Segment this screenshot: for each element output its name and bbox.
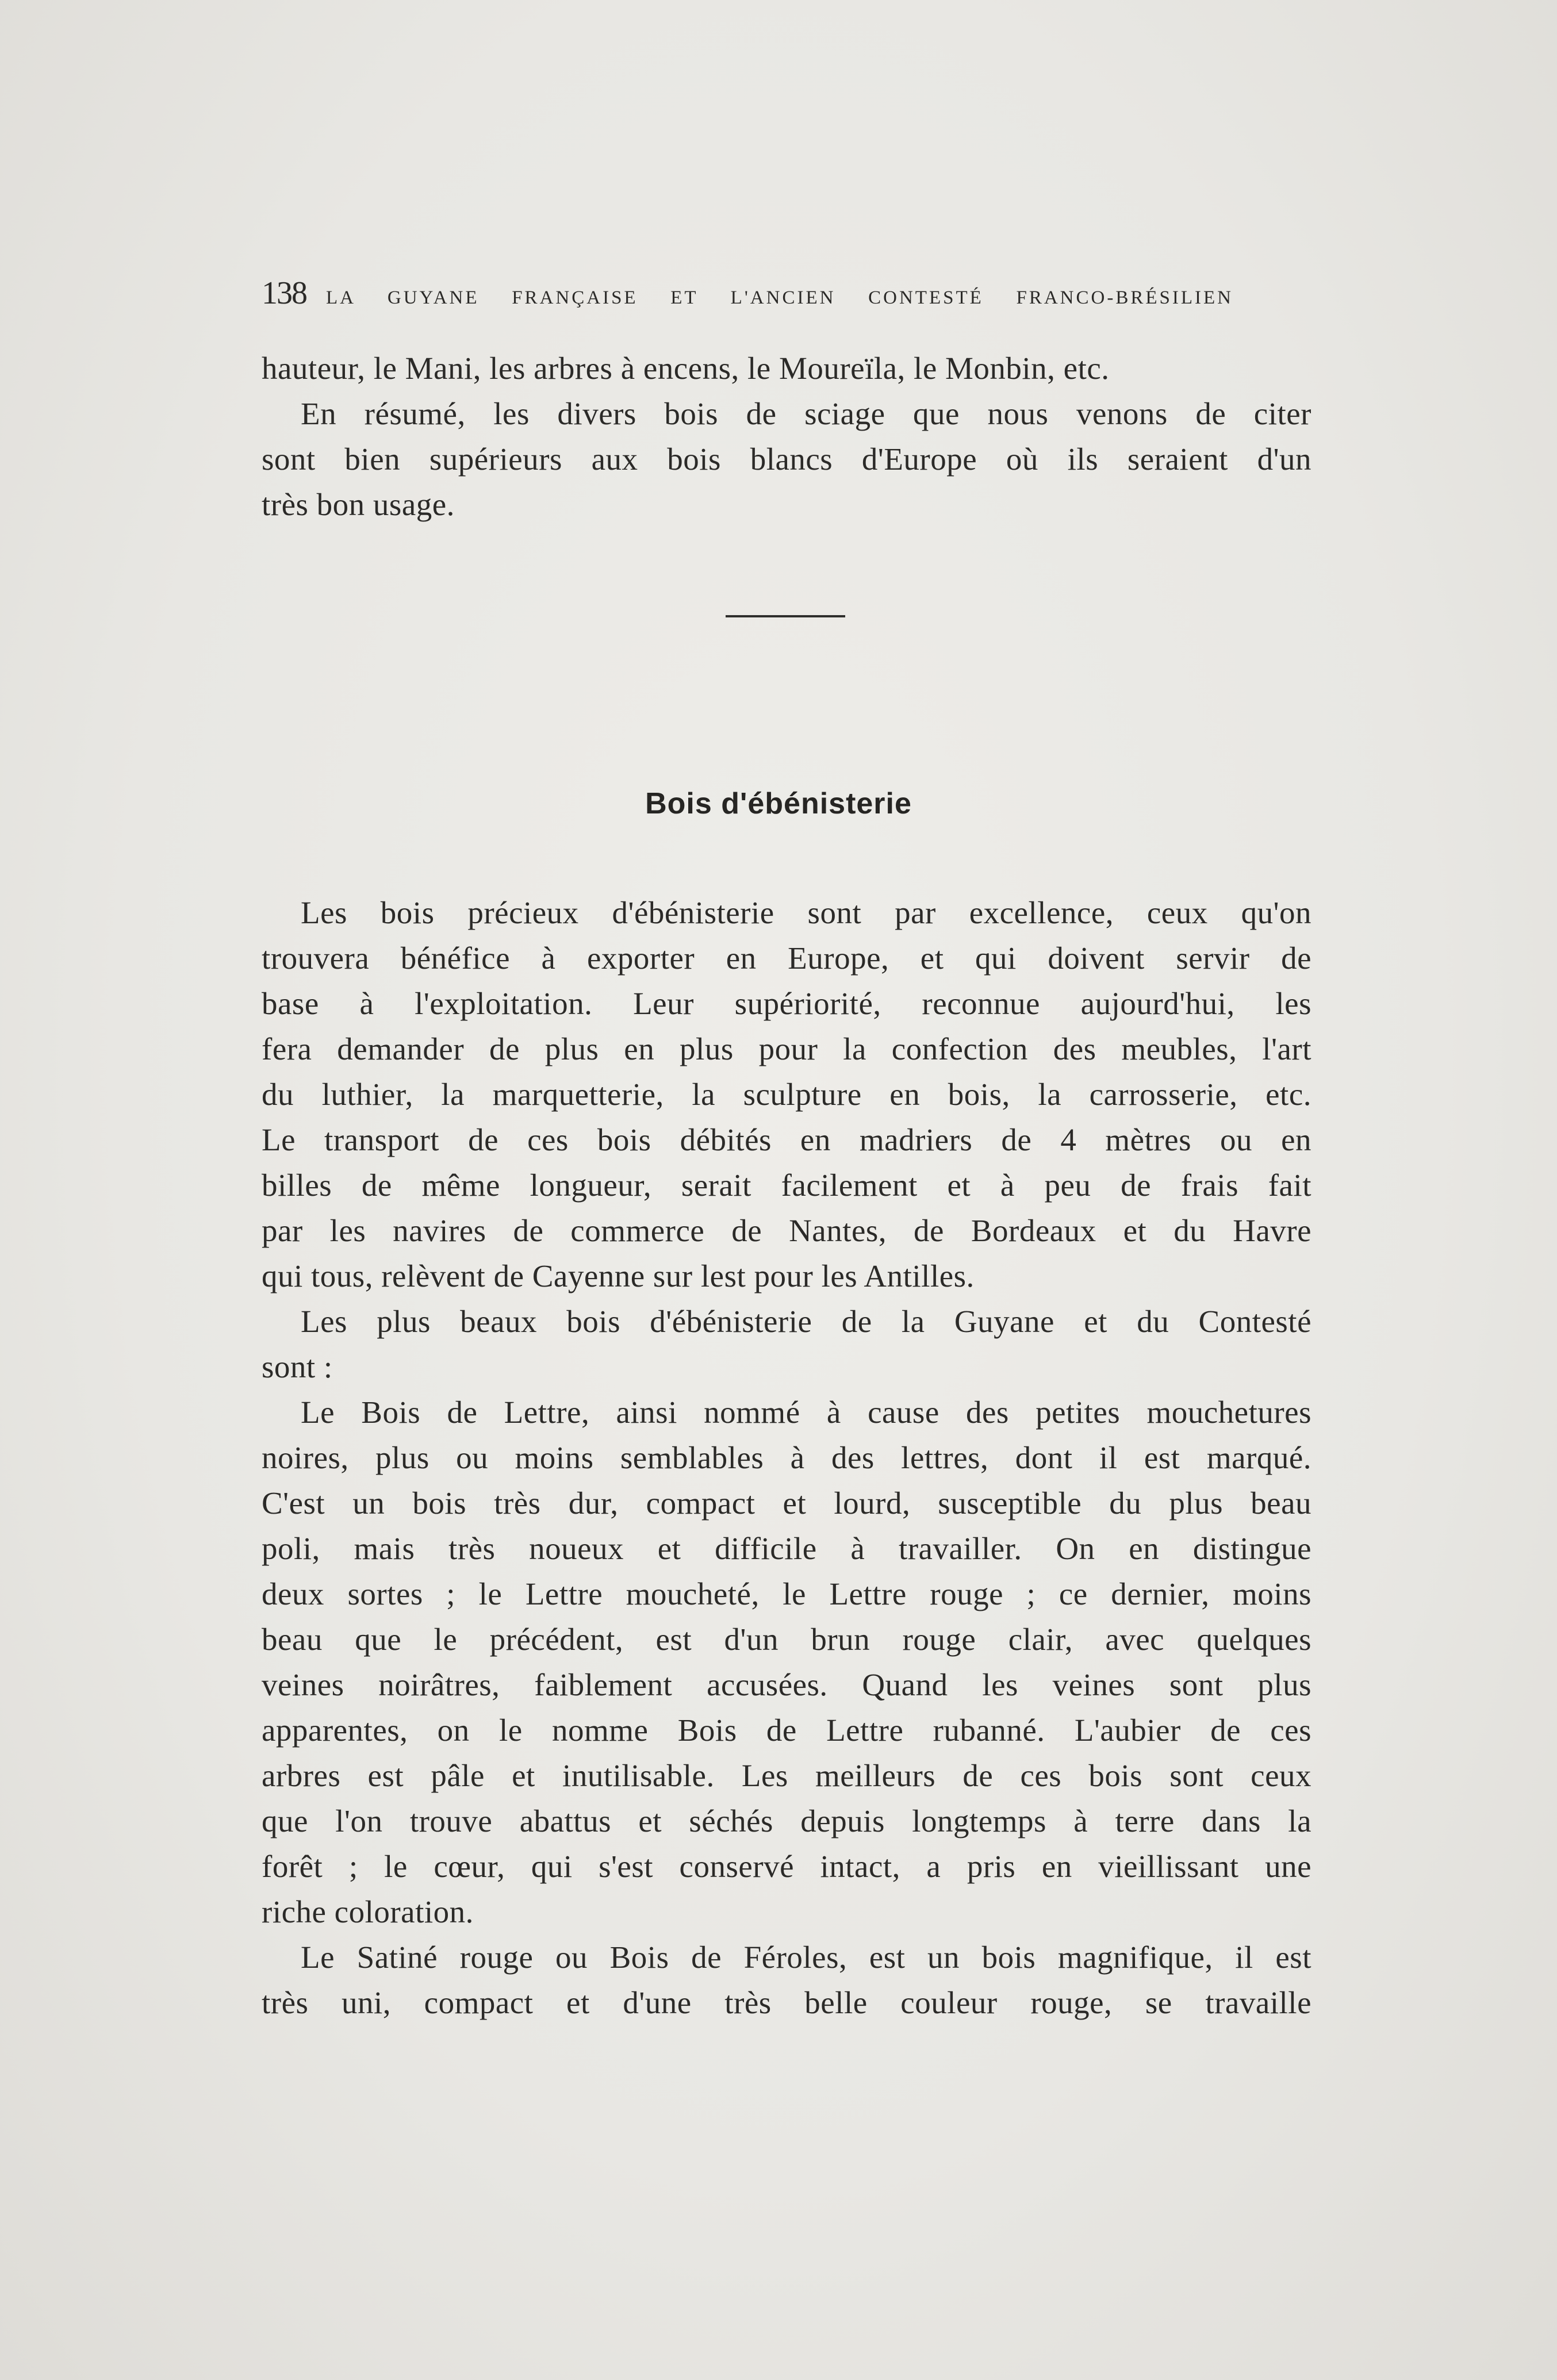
paragraph-line: billes de même longueur, serait facilement et à peu de frais fait [262, 1168, 1311, 1203]
section-divider [726, 615, 845, 617]
paragraph-line: forêt ; le cœur, qui s'est conservé intact, a pris en vieillissant une [262, 1849, 1311, 1884]
paragraph-line: que l'on trouve abattus et séchés depuis longtemps à terre dans la [262, 1803, 1311, 1838]
paragraph-line: par les navires de commerce de Nantes, de Bordeaux et du Havre [262, 1213, 1311, 1248]
paragraph-line: beau que le précédent, est d'un brun rouge clair, avec quelques [262, 1622, 1311, 1657]
section-heading: Bois d'ébénisterie [645, 787, 912, 820]
paragraph-line: arbres est pâle et inutilisable. Les meilleurs de ces bois sont ceux [262, 1758, 1311, 1793]
paragraph-line: En résumé, les divers bois de sciage que nous venons de citer [301, 396, 1311, 431]
paragraph-line: trouvera bénéfice à exporter en Europe, et qui doivent servir de [262, 941, 1311, 976]
page-number: 138 [262, 275, 306, 311]
paragraph-line: Le Bois de Lettre, ainsi nommé à cause des petites mouchetures [301, 1395, 1311, 1430]
paragraph-line: hauteur, le Mani, les arbres à encens, le Moureïla, le Monbin, etc. [262, 351, 1110, 386]
text-before-heading [262, 346, 1311, 527]
paragraph-line: riche coloration. [262, 1894, 474, 1929]
paragraph-line: deux sortes ; le Lettre moucheté, le Lettre rouge ; ce dernier, moins [262, 1576, 1311, 1611]
paragraph-line: Le transport de ces bois débités en madriers de 4 mètres ou en [262, 1122, 1311, 1157]
paragraph-line: qui tous, relèvent de Cayenne sur lest pour les Antilles. [262, 1258, 975, 1293]
paragraph-line: Les plus beaux bois d'ébénisterie de la Guyane et du Contesté [301, 1304, 1311, 1339]
text-after-heading [262, 890, 1311, 2025]
paragraph-line: poli, mais très noueux et difficile à travailler. On en distingue [262, 1531, 1311, 1566]
paragraph-line: Les bois précieux d'ébénisterie sont par excellence, ceux qu'on [301, 895, 1311, 930]
paragraph-line: sont bien supérieurs aux bois blancs d'Europe où ils seraient d'un [262, 442, 1311, 477]
running-title: LA GUYANE FRANÇAISE ET L'ANCIEN CONTESTÉ FRANCO-BRÉSILIEN [326, 287, 1233, 308]
paragraph-line: fera demander de plus en plus pour la confection des meubles, l'art [262, 1031, 1311, 1066]
paragraph-line: sont : [262, 1349, 333, 1384]
paragraph-line: apparentes, on le nomme Bois de Lettre rubanné. L'aubier de ces [262, 1713, 1311, 1748]
paragraph-line: noires, plus ou moins semblables à des lettres, dont il est marqué. [262, 1440, 1311, 1475]
paragraph-line: très bon usage. [262, 487, 455, 522]
paragraph-line: très uni, compact et d'une très belle couleur rouge, se travaille [262, 1985, 1311, 2020]
paragraph-line: veines noirâtres, faiblement accusées. Quand les veines sont plus [262, 1667, 1311, 1702]
running-header [262, 275, 1233, 309]
paragraph-line: Le Satiné rouge ou Bois de Féroles, est un bois magnifique, il est [301, 1940, 1311, 1975]
paragraph-line: C'est un bois très dur, compact et lourd, susceptible du plus beau [262, 1485, 1311, 1521]
paragraph-line: base à l'exploitation. Leur supériorité, reconnue aujourd'hui, les [262, 986, 1311, 1021]
paragraph-line: du luthier, la marquetterie, la sculpture en bois, la carrosserie, etc. [262, 1077, 1311, 1112]
